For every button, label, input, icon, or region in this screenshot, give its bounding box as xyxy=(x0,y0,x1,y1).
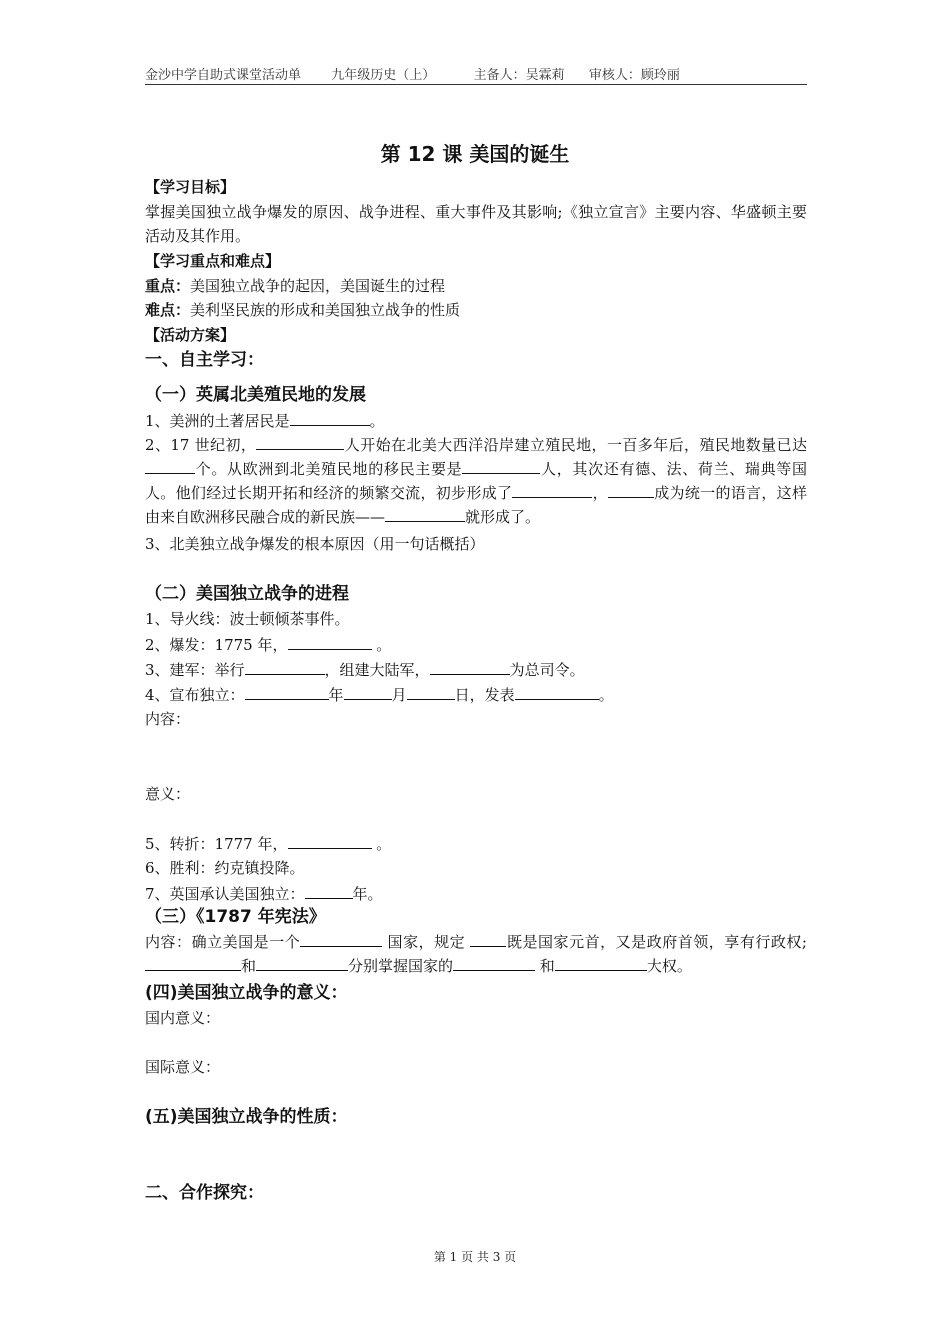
answer-blank[interactable] xyxy=(300,931,382,947)
part1-heading: 一、自主学习： xyxy=(145,350,264,370)
answer-blank[interactable] xyxy=(430,659,510,675)
focus-heading: 【学习重点和难点】 xyxy=(145,252,281,270)
sec2-q3: 3、建军：举行 ，组建大陆军， 为总司令。 xyxy=(145,661,585,679)
sec2-q4: 4、宣布独立： 年 月 日，发表 。 xyxy=(145,686,614,704)
hard-text: 美利坚民族的形成和美国独立战争的性质 xyxy=(190,301,461,319)
answer-blank[interactable] xyxy=(515,684,599,700)
page-footer: 第 1 页 共 3 页 xyxy=(433,1250,517,1264)
sec2-q2: 2、爆发：1775 年， 。 xyxy=(145,636,392,654)
sec1-heading: （一）英属北美殖民地的发展 xyxy=(145,385,366,405)
domestic-meaning-label: 国内意义： xyxy=(145,1009,221,1027)
answer-blank[interactable] xyxy=(245,684,329,700)
sec1-q2: 2、17 世纪初， 人开始在北美大西洋沿岸建立殖民地，一百多年后，殖民地数量已达个。从欧洲到北美殖民地的移民主要是 人，其次还有德、法、荷兰、瑞典等国人。他们经过长期开拓和经济的频繁交流，初步形成了 ， 成为统一的语言，这样由来自欧洲移民融合成的新民族—— 就形成了。 xyxy=(145,436,807,526)
sec2-q5: 5、转折：1777 年， 。 xyxy=(145,835,392,853)
answer-blank[interactable] xyxy=(145,955,241,971)
sec2-q6: 6、胜利：约克镇投降。 xyxy=(145,859,305,877)
header-school: 金沙中学自助式课堂活动单 xyxy=(145,68,302,83)
answer-blank[interactable] xyxy=(290,410,370,426)
key-text: 美国独立战争的起因，美国诞生的过程 xyxy=(190,277,446,295)
sec2-q7: 7、英国承认美国独立： 年。 xyxy=(145,885,383,903)
answer-blank[interactable] xyxy=(256,955,348,971)
answer-blank[interactable] xyxy=(305,883,353,899)
sec3-content: 内容：确立美国是一个 国家，规定 既是国家元首，又是政府首领，享有行政权;和 分别掌握国家的 和 大权。 xyxy=(145,933,807,975)
header-subject: 九年级历史（上） xyxy=(331,68,436,83)
sec1-q1: 1、美洲的土著居民是 。 xyxy=(145,412,385,430)
hard-label: 难点： xyxy=(145,301,191,319)
sec1-q3: 3、北美独立战争爆发的根本原因（用一句话概括） xyxy=(145,535,485,553)
sec5-heading: (五)美国独立战争的性质： xyxy=(145,1107,348,1127)
answer-blank[interactable] xyxy=(256,434,344,450)
header-preparer: 主备人：吴霖莉 xyxy=(473,68,565,83)
answer-blank[interactable] xyxy=(608,482,654,498)
answer-blank[interactable] xyxy=(512,482,592,498)
sec4-heading: (四)美国独立战争的意义： xyxy=(145,983,348,1003)
header-reviewer: 审核人：顾玲丽 xyxy=(588,68,680,83)
answer-blank[interactable] xyxy=(145,458,195,474)
answer-blank[interactable] xyxy=(245,659,325,675)
international-meaning-label: 国际意义： xyxy=(145,1058,221,1076)
answer-blank[interactable] xyxy=(288,833,372,849)
answer-blank[interactable] xyxy=(407,684,455,700)
objectives-text: 掌握美国独立战争爆发的原因、战争进程、重大事件及其影响;《独立宣言》主要内容、华盛顿主要活动及其作用。 xyxy=(145,203,807,245)
answer-blank[interactable] xyxy=(555,955,647,971)
hard-point xyxy=(145,300,460,320)
key-point xyxy=(145,276,445,296)
sec2-q1: 1、导火线：波士顿倾茶事件。 xyxy=(145,610,350,628)
answer-blank[interactable] xyxy=(462,458,540,474)
page-title: 第 12 课 美国的诞生 xyxy=(380,142,570,166)
answer-blank[interactable] xyxy=(344,684,392,700)
answer-blank[interactable] xyxy=(453,955,535,971)
objectives-heading: 【学习目标】 xyxy=(145,178,236,196)
answer-blank[interactable] xyxy=(385,506,465,522)
sec2-heading: （二）美国独立战争的进程 xyxy=(145,584,349,604)
key-label: 重点： xyxy=(145,277,191,295)
declaration-meaning-label: 意义： xyxy=(145,785,191,803)
answer-blank[interactable] xyxy=(288,634,372,650)
answer-blank[interactable] xyxy=(470,931,506,947)
declaration-content-label: 内容： xyxy=(145,710,191,728)
plan-heading: 【活动方案】 xyxy=(145,326,236,344)
sec3-heading: （三）《1787 年宪法》 xyxy=(145,907,326,927)
part2-heading: 二、合作探究： xyxy=(145,1183,264,1203)
page-header xyxy=(145,64,807,85)
